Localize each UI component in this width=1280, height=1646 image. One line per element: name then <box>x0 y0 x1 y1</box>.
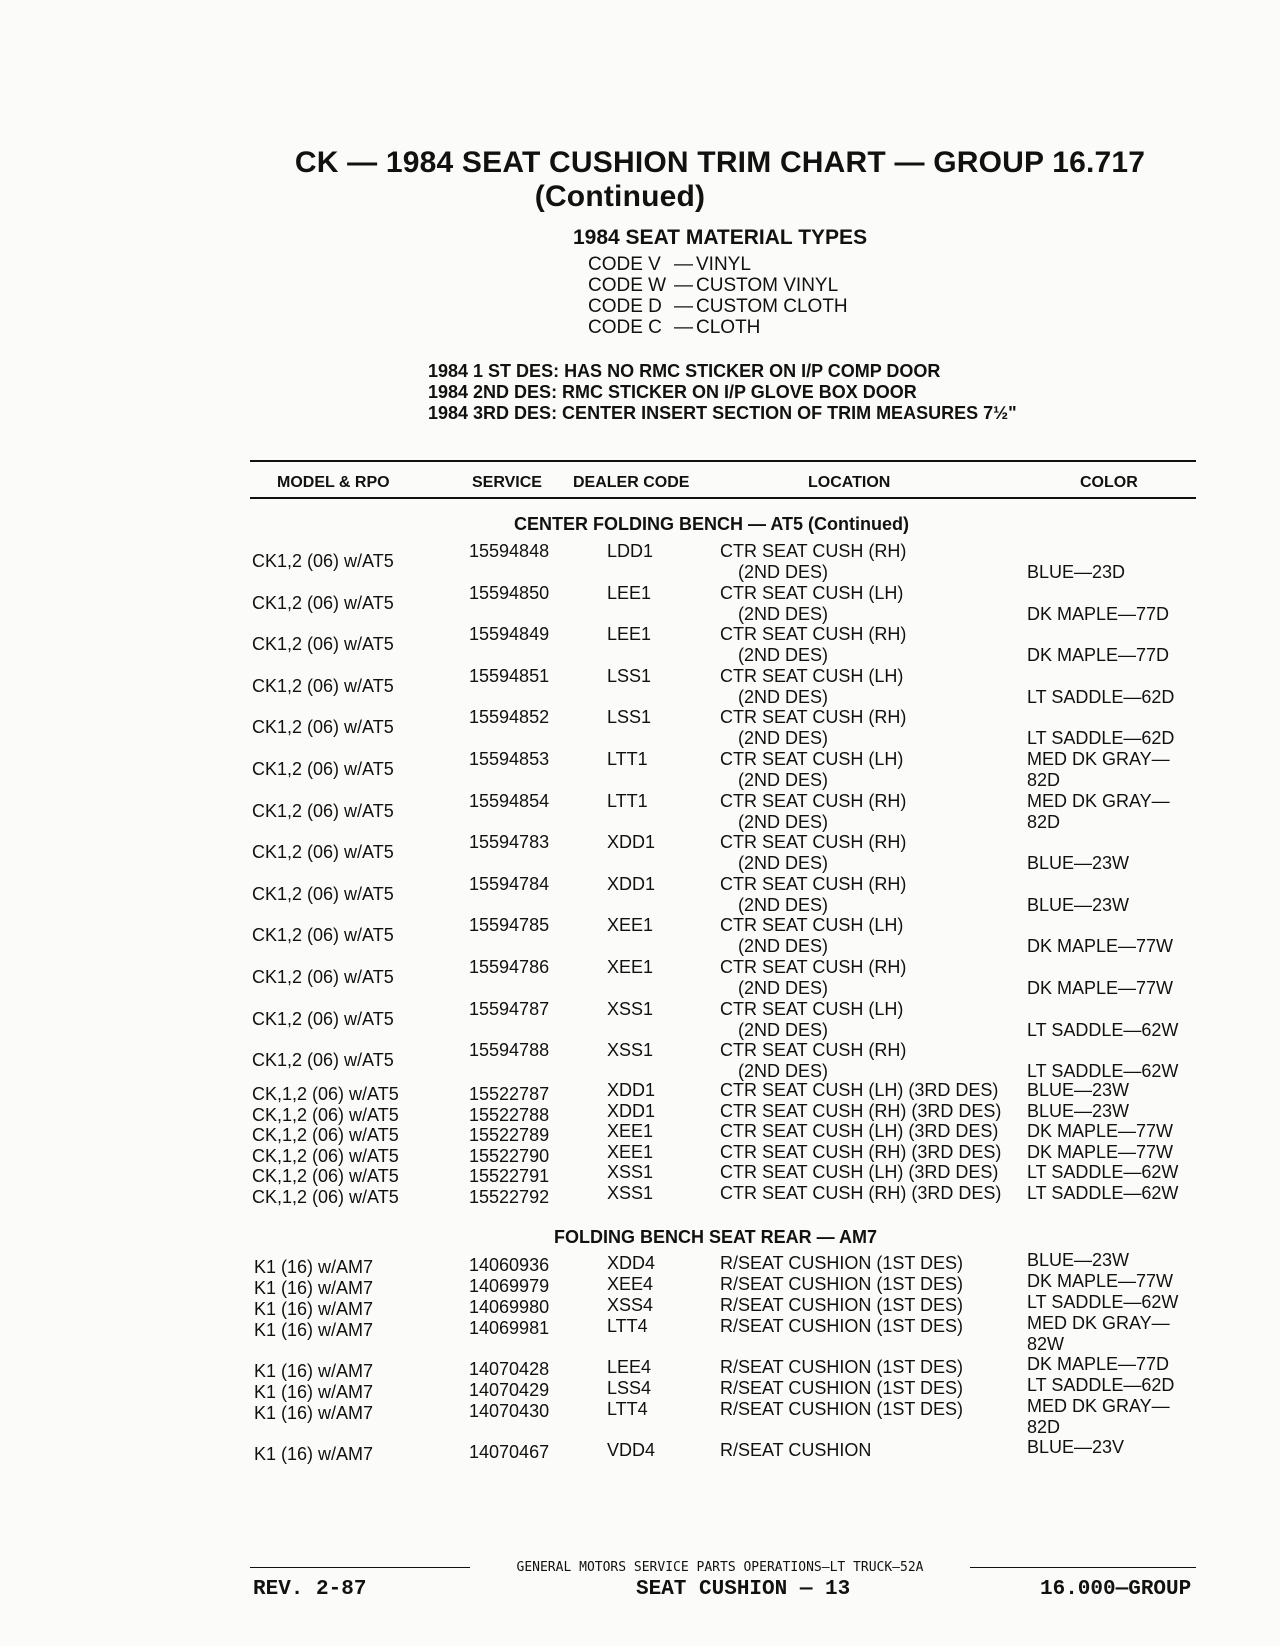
model-rpo-cell: K1 (16) w/AM7 <box>254 1444 374 1464</box>
model-rpo-cell: CK1,2 (06) w/AT5 <box>252 634 394 655</box>
service-number-cell: 14069981 <box>469 1318 550 1338</box>
location-cell: R/SEAT CUSHION (1ST DES) <box>720 1316 964 1336</box>
material-types-list <box>588 254 848 338</box>
dealer-code-cell: XEE1 <box>607 915 654 936</box>
color-cell: MED DK GRAY— <box>1027 790 1170 811</box>
location-cell: CTR SEAT CUSH (LH) (3RD DES) <box>720 1162 999 1182</box>
color-cell: DK MAPLE—77W <box>1027 1271 1174 1291</box>
service-number-cell: 15522792 <box>469 1186 550 1207</box>
color-cell: LT SADDLE—62W <box>1027 1162 1179 1182</box>
dealer-code-cell: VDD4 <box>607 1440 656 1460</box>
color-cell: DK MAPLE—77D <box>1027 603 1170 624</box>
dealer-code-cell: LSS4 <box>607 1378 652 1398</box>
material-code: CODE W <box>588 275 667 296</box>
header-location: LOCATION <box>808 474 891 491</box>
color-cell: BLUE—23W <box>1027 894 1130 915</box>
service-number-cell: 15594854 <box>469 790 550 811</box>
material-desc: CUSTOM VINYL <box>696 275 839 296</box>
service-number-cell: 14070429 <box>469 1380 550 1400</box>
model-rpo-cell: CK1,2 (06) w/AT5 <box>252 551 394 571</box>
color-cell: LT SADDLE—62W <box>1027 1182 1179 1203</box>
service-number-cell: 15522789 <box>469 1125 550 1145</box>
dealer-code-cell: LEE4 <box>607 1357 652 1377</box>
model-rpo-cell: CK,1,2 (06) w/AT5 <box>252 1104 399 1125</box>
location-detail-cell: (2ND DES) <box>738 811 829 832</box>
color-cell: 82D <box>1027 770 1061 790</box>
location-detail-cell: (2ND DES) <box>738 936 829 957</box>
service-number-cell: 15594783 <box>469 832 550 853</box>
model-rpo-cell: K1 (16) w/AM7 <box>254 1382 374 1402</box>
table-top-rule <box>250 460 1196 462</box>
color-cell: LT SADDLE—62W <box>1027 1019 1179 1040</box>
location-cell: CTR SEAT CUSH (RH) <box>720 541 907 561</box>
model-rpo-cell: CK1,2 (06) w/AT5 <box>252 800 394 821</box>
location-cell: CTR SEAT CUSH (RH) (3RD DES) <box>720 1141 1002 1162</box>
page-subtitle: (Continued) <box>534 180 706 213</box>
material-desc: CLOTH <box>696 317 761 338</box>
location-cell: CTR SEAT CUSH (LH) <box>720 915 904 936</box>
location-cell: CTR SEAT CUSH (RH) <box>720 1040 907 1061</box>
location-detail-cell: (2ND DES) <box>738 1061 829 1082</box>
service-number-cell: 15594849 <box>469 624 550 645</box>
table-header-rule <box>250 497 1196 499</box>
dealer-code-cell: XDD1 <box>607 873 656 894</box>
location-cell: CTR SEAT CUSH (LH) (3RD DES) <box>720 1080 999 1100</box>
location-cell: CTR SEAT CUSH (RH) <box>720 624 907 645</box>
color-cell: BLUE—23V <box>1027 1437 1125 1457</box>
location-cell: R/SEAT CUSHION (1ST DES) <box>720 1253 964 1273</box>
location-cell: CTR SEAT CUSH (RH) (3RD DES) <box>720 1100 1002 1121</box>
location-detail-cell: (2ND DES) <box>738 894 829 915</box>
dash: — <box>674 317 693 338</box>
location-detail-cell: (2ND DES) <box>738 853 829 874</box>
material-code-row <box>588 254 848 275</box>
dealer-code-cell: XDD1 <box>607 832 656 853</box>
color-cell: BLUE—23W <box>1027 1080 1130 1100</box>
model-rpo-cell: CK1,2 (06) w/AT5 <box>252 967 394 987</box>
model-rpo-cell: CK1,2 (06) w/AT5 <box>252 1050 394 1071</box>
dealer-code-cell: XDD4 <box>607 1253 656 1273</box>
dealer-code-cell: XEE1 <box>607 1141 654 1162</box>
dash: — <box>674 254 693 275</box>
material-types-heading: 1984 SEAT MATERIAL TYPES <box>573 226 868 249</box>
dash: — <box>674 296 693 317</box>
location-detail-cell: (2ND DES) <box>738 686 829 707</box>
location-cell: CTR SEAT CUSH (RH) <box>720 707 907 728</box>
service-number-cell: 14070467 <box>469 1442 550 1462</box>
model-rpo-cell: K1 (16) w/AM7 <box>254 1403 374 1423</box>
dealer-code-cell: LTT4 <box>607 1399 648 1419</box>
location-cell: CTR SEAT CUSH (RH) <box>720 790 907 811</box>
color-cell: DK MAPLE—77W <box>1027 936 1174 957</box>
service-number-cell: 14069980 <box>469 1297 550 1317</box>
color-cell: LT SADDLE—62D <box>1027 686 1175 707</box>
service-number-cell: 15594851 <box>469 665 550 686</box>
dealer-code-cell: XEE1 <box>607 1121 654 1141</box>
dealer-code-cell: XSS4 <box>607 1295 654 1315</box>
dealer-code-cell: XSS1 <box>607 1040 654 1061</box>
footer-group: 16.000—GROUP <box>1040 1578 1192 1601</box>
model-rpo-cell: K1 (16) w/AM7 <box>254 1278 374 1298</box>
model-rpo-cell: CK1,2 (06) w/AT5 <box>252 925 394 946</box>
footer-revision: REV. 2-87 <box>253 1578 367 1601</box>
service-number-cell: 14070428 <box>469 1359 550 1379</box>
dealer-code-cell: XDD1 <box>607 1080 656 1100</box>
location-detail-cell: (2ND DES) <box>738 603 829 624</box>
material-desc: VINYL <box>696 254 751 275</box>
service-number-cell: 14070430 <box>469 1401 550 1421</box>
dealer-code-cell: LTT1 <box>607 749 648 769</box>
color-cell: MED DK GRAY— <box>1027 749 1170 769</box>
color-cell: DK MAPLE—77D <box>1027 645 1170 666</box>
service-number-cell: 15594848 <box>469 541 550 561</box>
location-detail-cell: (2ND DES) <box>738 728 829 749</box>
header-model: MODEL & RPO <box>277 474 390 491</box>
dealer-code-cell: LDD1 <box>607 541 654 561</box>
dealer-code-cell: XSS1 <box>607 1182 654 1203</box>
location-cell: CTR SEAT CUSH (RH) <box>720 957 907 977</box>
service-number-cell: 15594784 <box>469 873 550 894</box>
model-rpo-cell: CK1,2 (06) w/AT5 <box>252 592 394 613</box>
location-cell: CTR SEAT CUSH (RH) (3RD DES) <box>720 1182 1002 1203</box>
color-cell: MED DK GRAY— <box>1027 1396 1170 1416</box>
service-number-cell: 14069979 <box>469 1276 550 1296</box>
location-cell: CTR SEAT CUSH (LH) (3RD DES) <box>720 1121 999 1141</box>
color-cell: LT SADDLE—62D <box>1027 728 1175 749</box>
model-rpo-cell: CK,1,2 (06) w/AT5 <box>252 1145 399 1166</box>
location-cell: CTR SEAT CUSH (LH) <box>720 582 904 603</box>
material-code: CODE V <box>588 254 661 275</box>
color-cell: LT SADDLE—62D <box>1027 1375 1175 1395</box>
dealer-code-cell: XEE4 <box>607 1274 654 1294</box>
model-rpo-cell: CK1,2 (06) w/AT5 <box>252 842 394 863</box>
dealer-code-cell: XSS1 <box>607 998 654 1019</box>
dealer-code-cell: XDD1 <box>607 1100 656 1121</box>
footer-publisher: GENERAL MOTORS SERVICE PARTS OPERATIONS—LT TRUCK—52A <box>470 1560 970 1575</box>
design-notes <box>428 361 1017 424</box>
service-number-cell: 15522790 <box>469 1145 550 1166</box>
material-code-row <box>588 317 848 338</box>
location-cell: CTR SEAT CUSH (LH) <box>720 998 904 1019</box>
color-cell: 82D <box>1027 811 1061 832</box>
color-cell: 82W <box>1027 1334 1065 1354</box>
service-number-cell: 15594850 <box>469 582 550 603</box>
service-number-cell: 15594785 <box>469 915 550 936</box>
design-note: 1984 3RD DES: CENTER INSERT SECTION OF TRIM MEASURES 7½" <box>428 403 1017 423</box>
dealer-code-cell: LSS1 <box>607 707 652 728</box>
model-rpo-cell: CK1,2 (06) w/AT5 <box>252 675 394 696</box>
model-rpo-cell: CK1,2 (06) w/AT5 <box>252 883 394 904</box>
location-cell: R/SEAT CUSHION (1ST DES) <box>720 1378 964 1398</box>
material-code: CODE C <box>588 317 662 338</box>
service-number-cell: 15594788 <box>469 1040 550 1061</box>
dash: — <box>674 275 693 296</box>
location-detail-cell: (2ND DES) <box>738 562 829 582</box>
color-cell: DK MAPLE—77D <box>1027 1354 1170 1374</box>
page-title: CK — 1984 SEAT CUSHION TRIM CHART — GROUP 16.717 <box>294 146 1146 179</box>
location-cell: R/SEAT CUSHION (1ST DES) <box>720 1295 964 1315</box>
model-rpo-cell: K1 (16) w/AM7 <box>254 1257 374 1277</box>
material-code-row <box>588 296 848 317</box>
section-title-center: CENTER FOLDING BENCH — AT5 (Continued) <box>514 514 909 534</box>
location-cell: R/SEAT CUSHION (1ST DES) <box>720 1357 964 1377</box>
model-rpo-cell: K1 (16) w/AM7 <box>254 1361 374 1381</box>
location-detail-cell: (2ND DES) <box>738 1019 829 1040</box>
model-rpo-cell: CK1,2 (06) w/AT5 <box>252 1008 394 1029</box>
location-detail-cell: (2ND DES) <box>738 978 829 998</box>
dealer-code-cell: XSS1 <box>607 1162 654 1182</box>
service-number-cell: 15522787 <box>469 1084 550 1104</box>
color-cell: 82D <box>1027 1417 1061 1437</box>
location-cell: R/SEAT CUSHION (1ST DES) <box>720 1399 964 1419</box>
location-cell: CTR SEAT CUSH (RH) <box>720 832 907 853</box>
location-cell: CTR SEAT CUSH (RH) <box>720 873 907 894</box>
material-desc: CUSTOM CLOTH <box>696 296 848 317</box>
header-color: COLOR <box>1080 474 1138 491</box>
color-cell: BLUE—23W <box>1027 853 1130 874</box>
color-cell: MED DK GRAY— <box>1027 1313 1170 1333</box>
footer-page-number: SEAT CUSHION — 13 <box>636 1578 851 1601</box>
dealer-code-cell: LTT1 <box>607 790 648 811</box>
service-number-cell: 15594853 <box>469 749 550 769</box>
header-service: SERVICE <box>472 474 542 491</box>
location-detail-cell: (2ND DES) <box>738 770 829 790</box>
service-number-cell: 15522791 <box>469 1166 550 1186</box>
color-cell: LT SADDLE—62W <box>1027 1061 1179 1082</box>
model-rpo-cell: CK1,2 (06) w/AT5 <box>252 759 394 779</box>
material-code: CODE D <box>588 296 662 317</box>
location-detail-cell: (2ND DES) <box>738 645 829 666</box>
service-number-cell: 15594787 <box>469 998 550 1019</box>
section-title-rear: FOLDING BENCH SEAT REAR — AM7 <box>554 1227 878 1247</box>
color-cell: BLUE—23D <box>1027 562 1126 582</box>
dealer-code-cell: LTT4 <box>607 1316 648 1336</box>
dealer-code-cell: LEE1 <box>607 582 652 603</box>
model-rpo-cell: CK,1,2 (06) w/AT5 <box>252 1186 399 1207</box>
model-rpo-cell: CK1,2 (06) w/AT5 <box>252 717 394 738</box>
material-code-row <box>588 275 848 296</box>
location-cell: R/SEAT CUSHION (1ST DES) <box>720 1274 964 1294</box>
location-cell: CTR SEAT CUSH (LH) <box>720 665 904 686</box>
model-rpo-cell: CK,1,2 (06) w/AT5 <box>252 1125 399 1145</box>
color-cell: LT SADDLE—62W <box>1027 1292 1179 1312</box>
model-rpo-cell: K1 (16) w/AM7 <box>254 1299 374 1319</box>
service-number-cell: 14060936 <box>469 1255 550 1275</box>
dealer-code-cell: XEE1 <box>607 957 654 977</box>
dealer-code-cell: LEE1 <box>607 624 652 645</box>
color-cell: DK MAPLE—77W <box>1027 1141 1174 1162</box>
color-cell: DK MAPLE—77W <box>1027 1121 1174 1141</box>
color-cell: DK MAPLE—77W <box>1027 978 1174 998</box>
model-rpo-cell: CK,1,2 (06) w/AT5 <box>252 1166 399 1186</box>
service-number-cell: 15594786 <box>469 957 550 977</box>
service-number-cell: 15522788 <box>469 1104 550 1125</box>
location-cell: R/SEAT CUSHION <box>720 1440 872 1460</box>
design-note: 1984 2ND DES: RMC STICKER ON I/P GLOVE BOX DOOR <box>428 382 917 402</box>
dealer-code-cell: LSS1 <box>607 665 652 686</box>
design-note: 1984 1 ST DES: HAS NO RMC STICKER ON I/P COMP DOOR <box>428 361 941 381</box>
color-cell: BLUE—23W <box>1027 1250 1130 1270</box>
header-dealer-code: DEALER CODE <box>573 474 690 491</box>
service-number-cell: 15594852 <box>469 707 550 728</box>
location-cell: CTR SEAT CUSH (LH) <box>720 749 904 769</box>
color-cell: BLUE—23W <box>1027 1100 1130 1121</box>
model-rpo-cell: CK,1,2 (06) w/AT5 <box>252 1084 399 1104</box>
model-rpo-cell: K1 (16) w/AM7 <box>254 1320 374 1340</box>
